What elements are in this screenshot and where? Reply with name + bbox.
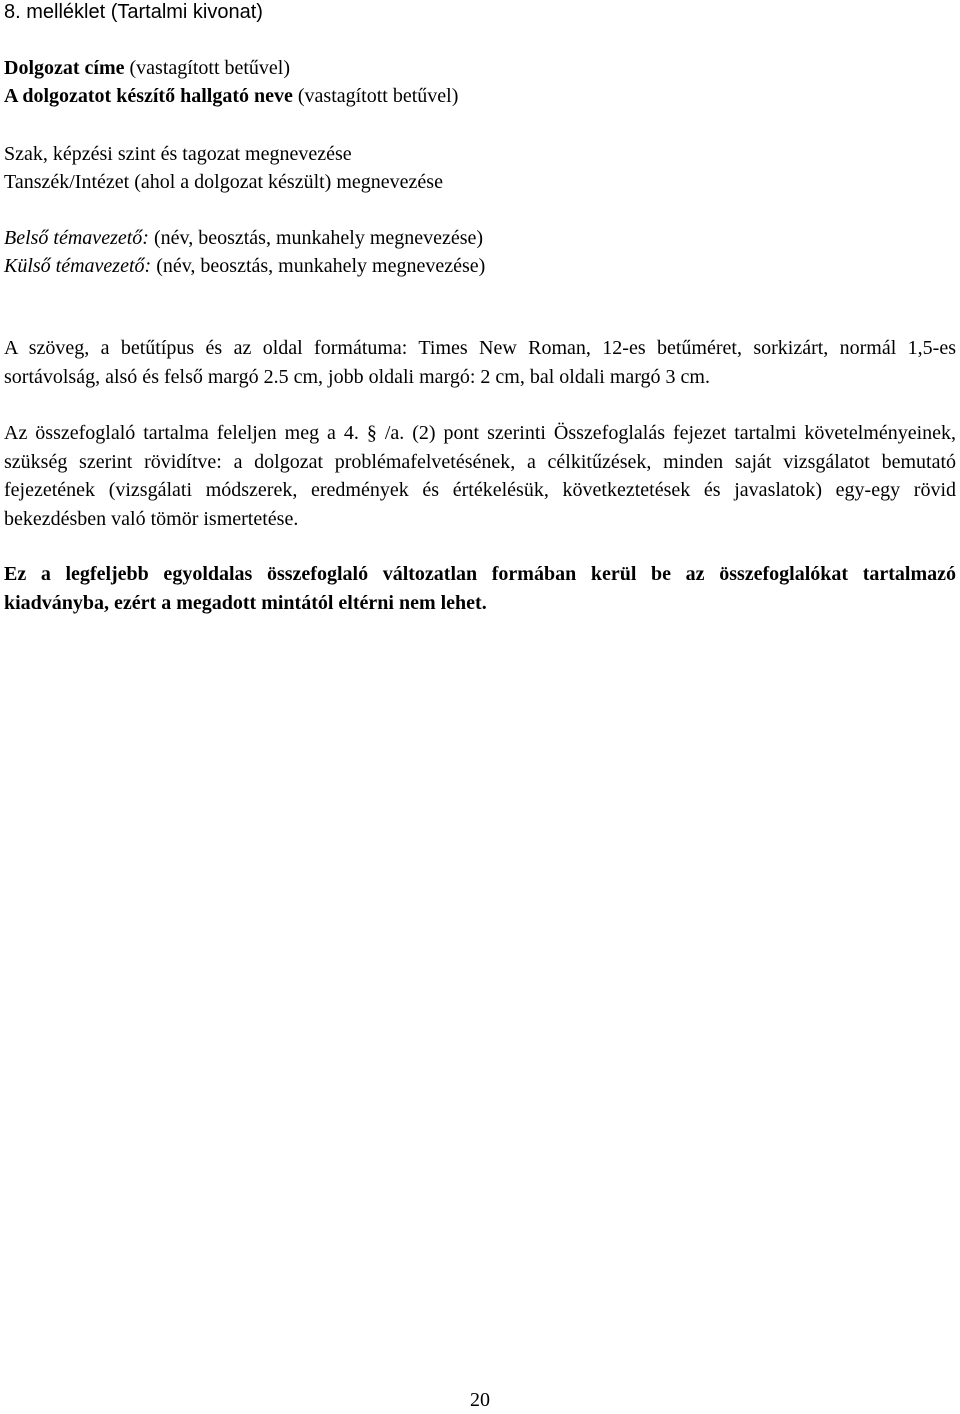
content-paragraph: Az összefoglaló tartalma feleljen meg a 4. § /a. (2) pont szerinti Összefoglalás fejezet tartalmi követelményeinek, szükség szerint rövidítve: a dolgozat problémafelvetésének, a célkitűzések, minden saját vizsgálatot bemutató fejezetének (vizsgálati módszerek, eredmények és értékelésük, következtetések és javaslatok) egy-egy rövid bekezdésben való tömör ismertetése. <box>4 422 956 531</box>
program-line: Szak, képzési szint és tagozat megnevezése <box>4 143 352 165</box>
department-line: Tanszék/Intézet (ahol a dolgozat készült) megnevezése <box>4 171 443 193</box>
internal-supervisor-label: Belső témavezető: <box>4 227 149 249</box>
thesis-title-line <box>4 54 290 82</box>
external-supervisor-line <box>4 252 485 280</box>
external-supervisor-label: Külső témavezető: <box>4 255 152 277</box>
internal-supervisor-line <box>4 224 483 252</box>
thesis-title-note: (vastagított betűvel) <box>124 57 291 79</box>
thesis-title-label: Dolgozat címe <box>4 57 125 79</box>
annex-heading: 8. melléklet (Tartalmi kivonat) <box>4 1 263 23</box>
page-number: 20 <box>470 1389 490 1411</box>
internal-supervisor-note: (név, beosztás, munkahely megnevezése) <box>148 227 484 249</box>
external-supervisor-note: (név, beosztás, munkahely megnevezése) <box>151 255 486 277</box>
notice-paragraph: Ez a legfeljebb egyoldalas összefoglaló változatlan formában kerül be az összefoglalókat tartalmazó kiadványba, ezért a megadott mintától eltérni nem lehet. <box>4 563 956 614</box>
author-line <box>4 82 458 110</box>
author-note: (vastagított betűvel) <box>292 85 459 107</box>
format-paragraph: A szöveg, a betűtípus és az oldal formátuma: Times New Roman, 12-es betűméret, sorkizárt, normál 1,5-es sortávolság, alsó és felső margó 2.5 cm, jobb oldali margó: 2 cm, bal oldali margó 3 cm. <box>4 337 956 388</box>
author-label: A dolgozatot készítő hallgató neve <box>4 85 293 107</box>
